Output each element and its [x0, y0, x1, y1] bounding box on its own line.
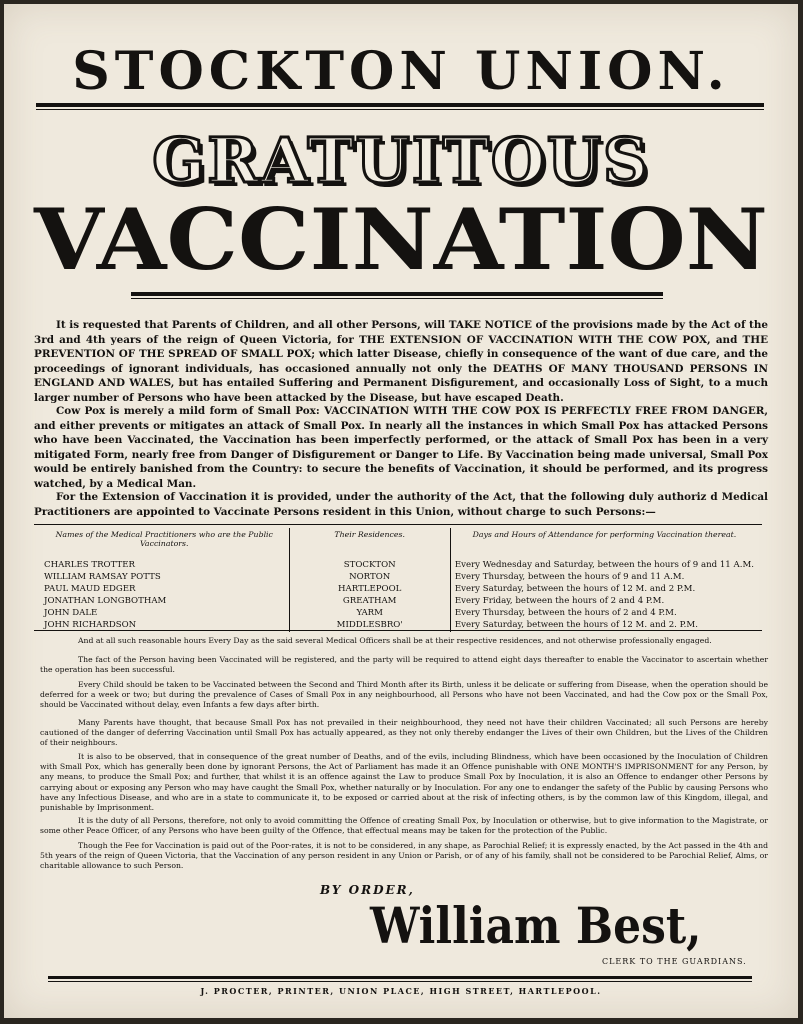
- attendance-hours: Every Thursday, between the hours of 9 and 11 A.M.: [454, 572, 685, 583]
- attendance-hours: Every Wednesday and Saturday, between the hours of 9 and 11 A.M.: [454, 560, 754, 571]
- residence: MIDDLESBRO': [289, 620, 450, 632]
- practitioner-name: PAUL MAUD EDGER: [40, 584, 289, 596]
- double-rule-mid-thin: [131, 298, 663, 299]
- vaccination-heading: VACCINATION: [34, 190, 768, 289]
- body-paragraph-6-block: [40, 816, 768, 836]
- table-row: [40, 584, 758, 596]
- table-row: [40, 608, 758, 620]
- clerk-title: CLERK TO THE GUARDIANS.: [602, 957, 747, 966]
- intro-paragraph-2: Cow Pox is merely a mild form of Small Pox: VACCINATION WITH THE COW POX IS PERFECTLY FREE FROM DANGER, and either prevents or mitigates an attack of Small Pox. In nearly all the instances in which Small Pox has attacked Persons who have been Vaccinated, the Vaccination has been imperfectly performed, or the attack of Small Pox has been in a very mitigated Form, nearly free from Danger of Disfigurement or Danger to Life. By Vaccination being made universal, Small Pox would be entirely banished from the Country: to secure the benefits of Vaccination, it should be performed, and its progress watched, by a Medical Man.: [34, 405, 768, 490]
- practitioner-name: WILLIAM RAMSAY POTTS: [40, 572, 289, 584]
- intro-paragraph-1: It is requested that Parents of Children, and all other Persons, will TAKE NOTICE of the provisions made by the Act of the 3rd and 4th years of the reign of Queen Victoria, for THE EXTENSION OF VACCINATION WITH THE COW POX, and THE PREVENTION OF THE SPREAD OF SMALL POX; which latter Disease, chiefly in consequence of the want of due care, and the proceedings of ignorant individuals, has occasioned annually not only the DEATHS OF MANY THOUSAND PERSONS IN ENGLAND AND WALES, but has entailed Suffering and Permanent Disfigurement, and occasionally Loss of Sight, to a much larger number of Persons who have been attacked by the Disease, but have escaped Death.: [34, 319, 769, 404]
- attendance-hours: Every Saturday, between the hours of 12 M. and 2 P.M.: [454, 584, 696, 595]
- footer-rule: [48, 976, 752, 979]
- signature: William Best,: [370, 896, 702, 955]
- body-paragraph-3-block: [40, 680, 768, 711]
- gratuitous-heading: GRATUITOUS: [152, 124, 650, 197]
- intro-paragraph-3: For the Extension of Vaccination it is provided, under the authority of the Act, that the following duly authoriz d Medical Practitioners are appointed to Vaccinate Persons resident in this Union, without charge to such Persons:—: [34, 491, 768, 518]
- residence: GREATHAM: [289, 596, 450, 608]
- table-bottom-rule: [34, 630, 762, 631]
- attendance-hours: Every Friday, between the hours of 2 and 4 P.M.: [454, 596, 665, 607]
- practitioner-name: CHARLES TROTTER: [40, 560, 289, 572]
- body-paragraph-1: And at all such reasonable hours Every Day as the said several Medical Officers shall be at their respective residences, and not otherwise professionally engaged.: [78, 636, 712, 645]
- by-order: BY ORDER,: [320, 883, 415, 897]
- printer-imprint: J. PROCTER, PRINTER, UNION PLACE, HIGH STREET, HARTLEPOOL.: [200, 986, 602, 996]
- table-header-names: Names of the Medical Practitioners who are the Public Vaccinators.: [40, 528, 289, 560]
- practitioner-name: JOHN DALE: [40, 608, 289, 620]
- body-paragraph-6: It is the duty of all Persons, therefore, not only to avoid committing the Offence of creating Small Pox, by Inoculation or otherwise, but to give information to the Magistrate, or some other Peace Officer, of any Persons who have been guilty of the Offence, that effectual means may be taken for the protection of the Public.: [40, 816, 768, 836]
- attendance-hours: Every Thursday, between the hours of 2 and 4 P.M.: [454, 608, 677, 619]
- table-row: [40, 560, 758, 572]
- body-paragraph-7-block: [40, 841, 768, 872]
- double-rule-mid: [131, 292, 663, 296]
- vaccinators-table: [40, 528, 758, 632]
- practitioner-name: JOHN RICHARDSON: [40, 620, 289, 632]
- poster: [4, 4, 798, 1018]
- table-row: [40, 596, 758, 608]
- body-paragraph-3: Every Child should be taken to be Vaccinated between the Second and Third Month after its Birth, unless it be delicate or suffering from Disease, when the operation should be deferred for a week or two; but during the prevalence of Cases of Small Pox in any neighbourhood, all Persons who have not been Vaccinated, and had the Cow pox or the Small Pox, should be Vaccinated without delay, even Infants a few days after birth.: [40, 680, 768, 710]
- body-paragraph-4: Many Parents have thought, that because Small Pox has not prevailed in their neighbourhood, they need not have their children Vaccinated; all such Persons are hereby cautioned of the danger of deferring Vaccination until Small Pox has actually appeared, as they not only thereby endanger the Lives of their own Children, but the Lives of the Children of their neighbours.: [40, 718, 768, 748]
- practitioner-name: JONATHAN LONGBOTHAM: [40, 596, 289, 608]
- intro-paragraph-1-block: [34, 318, 768, 406]
- intro-paragraph-2-block: [34, 404, 768, 492]
- union-title: STOCKTON UNION.: [72, 41, 730, 102]
- residence: HARTLEPOOL: [289, 584, 450, 596]
- residence: YARM: [289, 608, 450, 620]
- body-paragraph-4-block: [40, 718, 768, 749]
- body-paragraph-7: Though the Fee for Vaccination is paid out of the Poor-rates, it is not to be considered, in any shape, as Parochial Relief; it is expressly enacted, by the Act passed in the 4th and 5th years of the reign of Queen Victoria, that the Vaccination of any person resident in any Union or Parish, or of any of his family, shall not be considered to be Parochial Relief, Alms, or charitable allowance to such Person.: [40, 841, 768, 871]
- body-paragraph-5-block: [40, 752, 768, 813]
- body-paragraph-2-block: [40, 655, 768, 675]
- double-rule-top-thin: [36, 109, 764, 110]
- double-rule-top: [36, 103, 764, 107]
- attendance-hours: Every Saturday, between the hours of 12 M. and 2. P.M.: [454, 620, 698, 631]
- body-paragraph-2: The fact of the Person having been Vaccinated will be registered, and the party will be required to attend eight days thereafter to enable the Vaccinator to ascertain whether the operation has been successful.: [40, 655, 768, 675]
- body-paragraph-5: It is also to be observed, that in consequence of the great number of Deaths, and of the evils, including Blindness, which have been occasioned by the Inoculation of Children with Small Pox, which has generally been done by ignorant Persons, the Act of Parliament has made it an Offence punishable with ONE MONTH'S IMPRISONMENT for any Person, by any means, to produce the Small Pox; and further, that whilst it is an offence against the Law to produce Small Pox by Inoculation, it is also an Offence to endanger other Persons by carrying about or exposing any Person who may have caught the Small Pox, whether naturally or by Inoculation. For any one to endanger the safety of the Public by causing Persons who have any Infectious Disease, and who are in a state to communicate it, to be exposed or carried about at the risk of infecting others, is by the common law of this Kingdom, illegal, and punishable by Imprisonment.: [40, 752, 768, 813]
- residence: STOCKTON: [289, 560, 450, 572]
- body-paragraph-1-block: [40, 636, 768, 646]
- footer-rule-thin: [48, 981, 752, 982]
- table-header-residences: Their Residences.: [289, 528, 450, 560]
- table-header-hours: Days and Hours of Attendance for performing Vaccination thereat.: [472, 530, 737, 539]
- residence: NORTON: [289, 572, 450, 584]
- intro-paragraph-3-block: [34, 490, 768, 519]
- table-row: [40, 572, 758, 584]
- table-top-rule: [34, 524, 762, 525]
